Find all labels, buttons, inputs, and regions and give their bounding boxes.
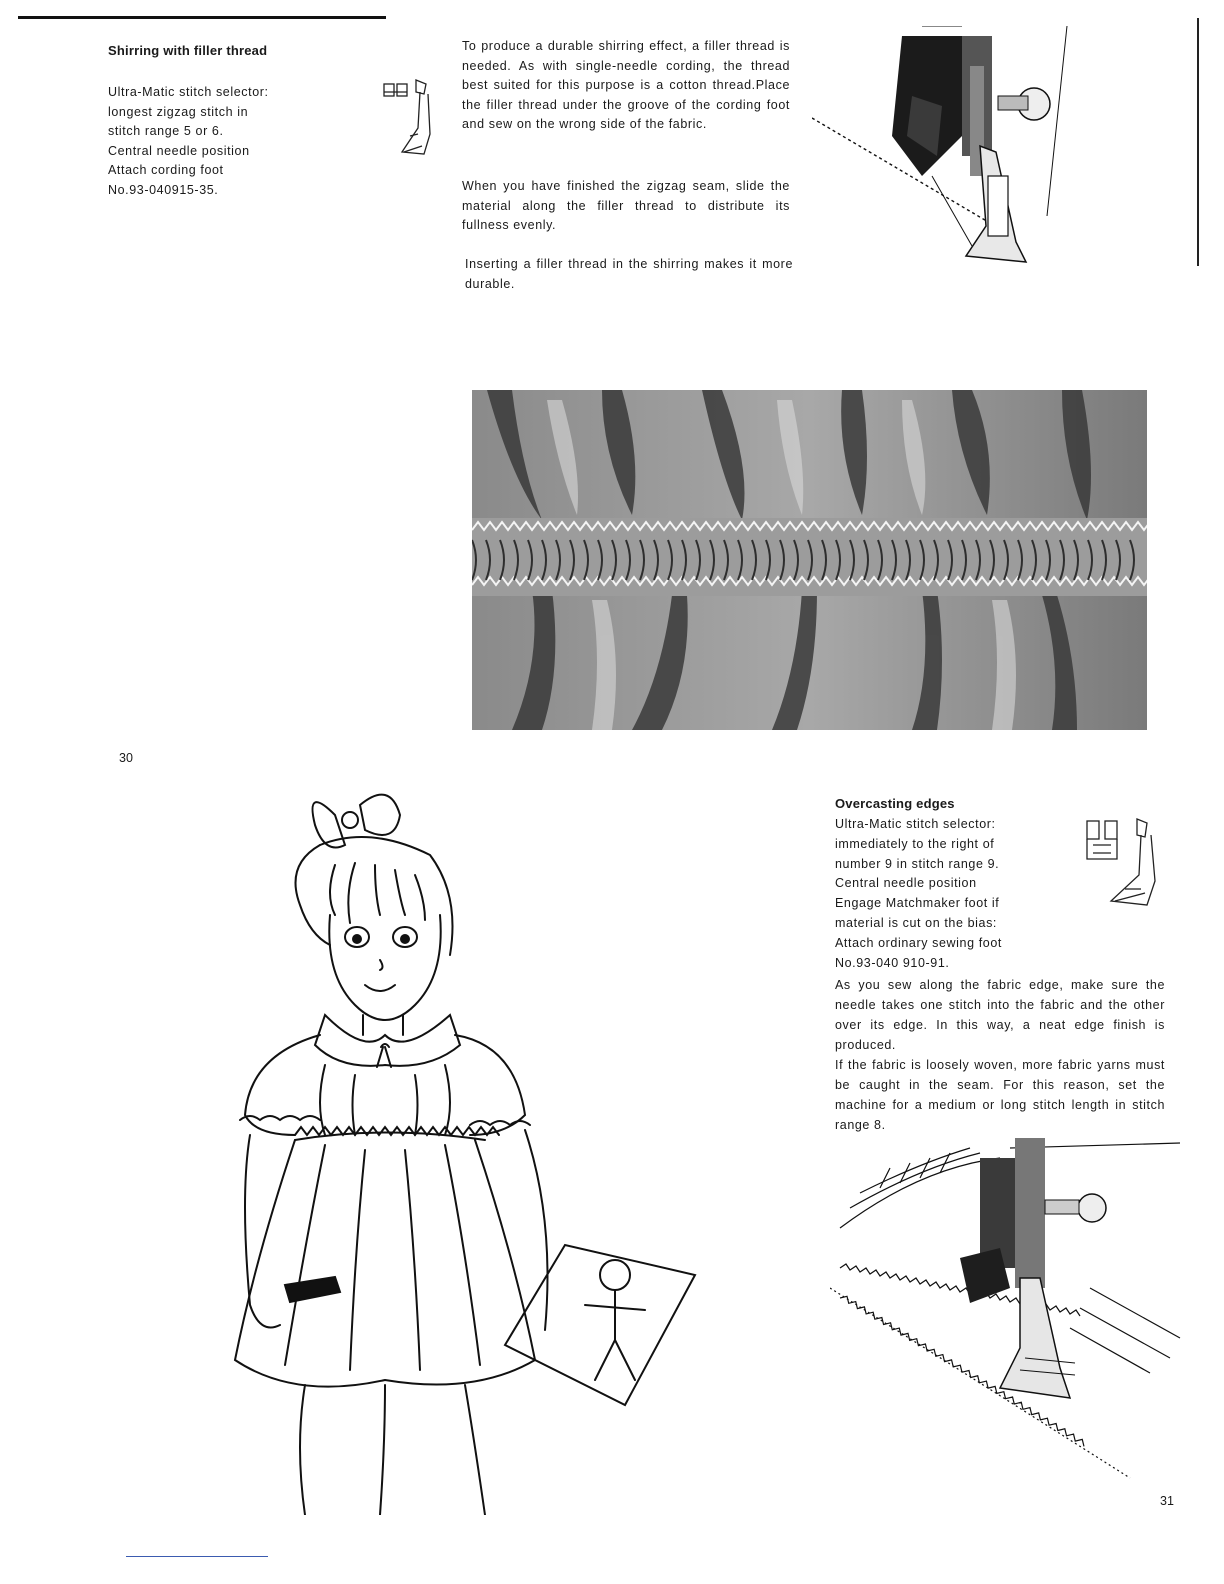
shirring-spec <box>108 83 348 200</box>
overcasting-spec <box>835 815 1085 973</box>
overcasting-paragraph: If the fabric is loosely woven, more fabric yarns must be caught in the seam. For this reason, set the machine for a medium or long stitch length in stitch range 8. <box>835 1058 1165 1132</box>
overcasting-spec-line: immediately to the right of <box>835 836 995 851</box>
shirring-spec-line: Ultra-Matic stitch selector: <box>108 85 269 99</box>
shirring-spec-line: Attach cording foot <box>108 163 224 177</box>
top-rule <box>18 16 386 19</box>
shirring-spec-line: stitch range 5 or 6. <box>108 124 224 138</box>
overcasting-spec-line: Ultra-Matic stitch selector: <box>835 817 996 831</box>
overcasting-title: Overcasting edges <box>835 796 955 811</box>
cording-foot-icon <box>380 78 438 160</box>
ordinary-sewing-foot-illustration <box>830 1138 1185 1488</box>
shirring-title: Shirring with filler thread <box>108 43 268 58</box>
shirring-slide: When you have finished the zigzag seam, slide the material along the filler thread to distribute its fullness evenly. <box>462 179 790 232</box>
overcasting-spec-line: No.93-040 910-91. <box>835 955 950 970</box>
shirring-spec-line: Central needle position <box>108 143 250 158</box>
shirring-spec-line: No.93-040915-35. <box>108 182 219 197</box>
bottom-rule <box>126 1556 268 1557</box>
page-number-right: 31 <box>1160 1494 1174 1508</box>
overcasting-spec-line: Central needle position <box>835 876 977 891</box>
cording-foot-illustration <box>812 26 1072 276</box>
shirring-spec-line: longest zigzag stitch in <box>108 104 249 119</box>
overcasting-spec-line: Attach ordinary sewing foot <box>835 935 1002 950</box>
overcasting-instructions <box>835 975 1165 1135</box>
shirring-durable: Inserting a filler thread in the shirring makes it more durable. <box>465 257 793 291</box>
shirring-fabric-photo <box>472 390 1147 730</box>
sewing-foot-icon <box>1085 815 1160 915</box>
overcasting-spec-line: Engage Matchmaker foot if <box>835 896 1000 911</box>
overcasting-spec-line: number 9 in stitch range 9. <box>835 856 1000 871</box>
girl-in-shirred-dress-illustration <box>185 785 705 1515</box>
page-number-left: 30 <box>119 751 133 765</box>
right-rule <box>1197 18 1199 266</box>
overcasting-paragraph: As you sew along the fabric edge, make sure the needle takes one stitch into the fabric and the other over its edge. In this way, a neat edge finish is produced. <box>835 978 1165 1052</box>
shirring-intro: To produce a durable shirring effect, a filler thread is needed. As with single-needle cording, the thread best suited for this purpose is a cotton thread.Place the filler thread under the groove of the cording foot and sew on the wrong side of the fabric. <box>462 39 790 131</box>
overcasting-spec-line: material is cut on the bias: <box>835 915 998 930</box>
